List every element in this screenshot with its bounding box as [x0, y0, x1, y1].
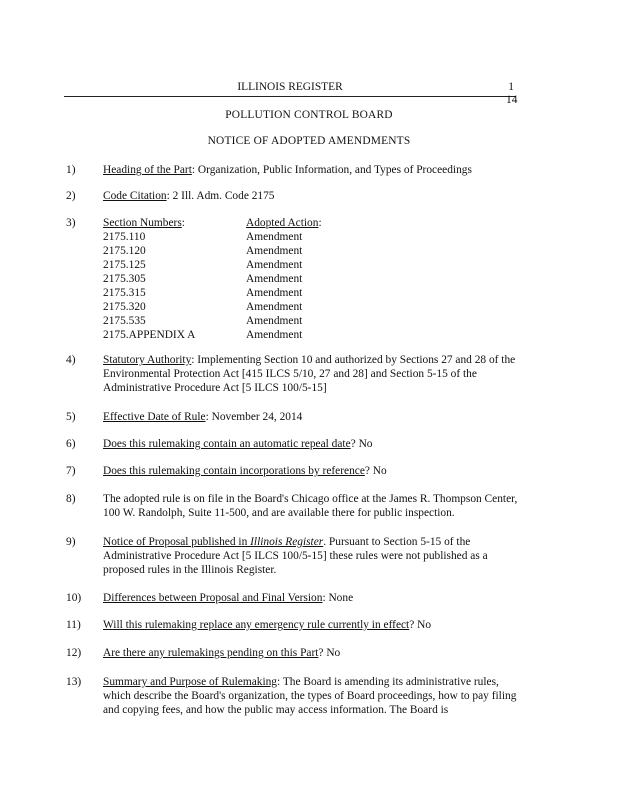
item-number: 3)	[66, 217, 76, 229]
register-header	[64, 80, 516, 97]
item-text: : November 24, 2014	[205, 411, 303, 423]
item-number: 5)	[66, 411, 76, 423]
item-number: 1)	[66, 164, 76, 176]
item-body	[103, 675, 523, 717]
item-text: : The Board is amending its administrative rules, which describe the Board's organization, the types of Board proceedings, how to pay filing and copying fees, and how the public may access information. The Board is	[103, 676, 517, 716]
item-text: : Organization, Public Information, and Types of Proceedings	[191, 164, 472, 176]
section-number: 2175.110	[103, 231, 146, 243]
item-label: Summary and Purpose of Rulemaking	[103, 676, 278, 688]
item-body	[103, 535, 523, 577]
item-body	[103, 591, 523, 605]
item-number: 7)	[66, 465, 76, 477]
item-number: 8)	[66, 493, 76, 505]
table-row	[103, 314, 503, 328]
item-body	[103, 410, 523, 424]
item-label: Effective Date of Rule	[103, 411, 206, 423]
item-body	[103, 437, 523, 451]
page-number-secondary: 14	[506, 94, 518, 106]
section-action: Amendment	[246, 301, 303, 313]
item-body: The adopted rule is on file in the Board's Chicago office at the James R. Thompson Center, 100 W. Randolph, Suite 11-500, and are available there for public inspection.	[103, 493, 518, 519]
item-body	[103, 464, 523, 478]
section-action: Amendment	[246, 245, 303, 257]
item-body	[103, 163, 523, 177]
item-number: 10)	[66, 592, 82, 604]
item-label: Statutory Authority	[103, 354, 192, 366]
section-number: 2175.315	[103, 287, 146, 299]
item-text: . Pursuant to Section 5-15 of the Administrative Procedure Act [5 ILCS 100/5-15] these rules were not published as a proposed rules in the Illinois Register.	[103, 536, 488, 576]
section-table-header	[103, 216, 503, 230]
item-label: Code Citation	[103, 190, 167, 202]
item-number: 11)	[66, 619, 81, 631]
item-text: ? No	[409, 619, 432, 631]
table-row	[103, 286, 503, 300]
item-label: Differences between Proposal and Final Version	[103, 592, 323, 604]
item-label: Heading of the Part	[103, 164, 192, 176]
item-number: 4)	[66, 354, 76, 366]
section-column-header: Section Numbers:	[103, 217, 185, 229]
section-table	[103, 216, 503, 342]
section-action: Amendment	[246, 315, 303, 327]
section-action: Amendment	[246, 273, 303, 285]
section-action: Amendment	[246, 287, 303, 299]
item-label-italic: Illinois Register	[250, 536, 324, 548]
section-action: Amendment	[246, 259, 303, 271]
item-label: Will this rulemaking replace any emergency rule currently in effect	[103, 619, 410, 631]
item-number: 9)	[66, 536, 76, 548]
item-number: 12)	[66, 647, 82, 659]
item-label: Does this rulemaking contain incorporations by reference	[103, 465, 365, 477]
item-text: ? No	[364, 465, 387, 477]
item-body	[103, 618, 523, 632]
table-row	[103, 230, 503, 244]
section-action: Amendment	[246, 329, 303, 341]
item-label: Does this rulemaking contain an automatic repeal date	[103, 438, 351, 450]
action-column-header: Adopted Action:	[246, 217, 322, 229]
item-body	[103, 189, 523, 203]
item-text: ? No	[318, 647, 341, 659]
item-text: : 2 Ill. Adm. Code 2175	[166, 190, 275, 202]
section-number: 2175.305	[103, 273, 146, 285]
item-body	[103, 646, 523, 660]
table-row	[103, 300, 503, 314]
section-number: 2175.125	[103, 259, 146, 271]
item-text: : None	[322, 592, 354, 604]
table-row	[103, 328, 503, 342]
table-row	[103, 244, 503, 258]
page-number: 1	[508, 81, 514, 93]
section-number: 2175.320	[103, 301, 146, 313]
item-label: Notice of Proposal published in	[103, 536, 251, 548]
section-number: 2175.APPENDIX A	[103, 329, 196, 341]
notice-title: NOTICE OF ADOPTED AMENDMENTS	[207, 135, 411, 147]
item-text: : Implementing Section 10 and authorized by Sections 27 and 28 of the Environmental Protection Act [415 ILCS 5/10, 27 and 28] and Section 5-15 of the Administrative Procedure Act [5 ILCS 100/5-15]	[103, 354, 516, 394]
item-number: 2)	[66, 190, 76, 202]
register-title: ILLINOIS REGISTER	[237, 81, 343, 93]
item-number: 13)	[66, 676, 82, 688]
board-title: POLLUTION CONTROL BOARD	[225, 109, 393, 121]
item-text: ? No	[350, 438, 373, 450]
table-row	[103, 272, 503, 286]
item-body	[103, 353, 523, 395]
item-number: 6)	[66, 438, 76, 450]
table-row	[103, 258, 503, 272]
section-action: Amendment	[246, 231, 303, 243]
item-label: Are there any rulemakings pending on this Part	[103, 647, 319, 659]
section-number: 2175.120	[103, 245, 146, 257]
section-number: 2175.535	[103, 315, 146, 327]
